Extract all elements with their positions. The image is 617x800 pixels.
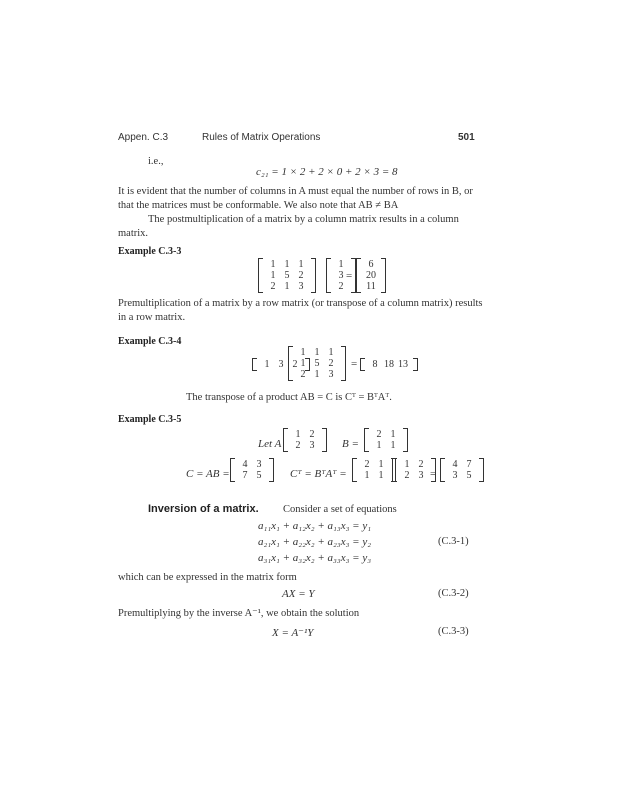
- example-c33-label: Example C.3-3: [118, 246, 182, 257]
- para2-line1: Premultiplication of a matrix by a row matrix (or transpose of a column matrix) results: [118, 298, 483, 309]
- ex5-ct-equals: Cᵀ = BᵀAᵀ =: [290, 468, 347, 480]
- equation-row-3: a₃₁x₁ + a₃₂x₂ + a₃₃x₃ = y₃: [258, 552, 372, 564]
- para1-line4: matrix.: [118, 228, 149, 239]
- ex5-matrix-a: 1 2 2 3: [283, 428, 327, 452]
- example-c34-label: Example C.3-4: [118, 336, 182, 347]
- para1-line1: It is evident that the number of columns in A must equal the number of rows in B, or: [118, 186, 473, 197]
- example-c35-label: Example C.3-5: [118, 414, 182, 425]
- eqno-c31: (C.3-1): [438, 536, 469, 547]
- ex5-b-equals: B =: [342, 438, 359, 450]
- c21-equation: c₂₁ = 1 × 2 + 2 × 0 + 2 × 3 = 8: [256, 166, 398, 178]
- page-number: 501: [458, 132, 475, 143]
- ex5-matrix-ct: 4 7 3 5: [440, 458, 484, 482]
- eqno-c33: (C.3-3): [438, 626, 469, 637]
- equation-x-ainv-y: X = A⁻¹Y: [272, 627, 314, 639]
- ex3-equals: =: [346, 270, 353, 282]
- para1-line3: The postmultiplication of a matrix by a column matrix results in a column: [148, 214, 459, 225]
- ex4-matrix-a: 1 1 1 1 5 2 2 1 3: [288, 346, 346, 381]
- ex3-column-result: 6 20 11: [356, 258, 386, 293]
- running-header-section: Appen. C.3: [118, 132, 169, 143]
- ex5-matrix-b: 2 1 1 1: [364, 428, 408, 452]
- eqno-c32: (C.3-2): [438, 588, 469, 599]
- ex5-c-equals-ab: C = AB =: [186, 468, 230, 480]
- equation-row-2: a₂₁x₁ + a₂₂x₂ + a₂₃x₃ = y₂: [258, 536, 372, 548]
- inversion-lead: Consider a set of equations: [283, 504, 397, 515]
- ex4-row-result: 8 18 13: [360, 358, 418, 371]
- equation-ax-y: AX = Y: [282, 588, 315, 600]
- equation-row-1: a₁₁x₁ + a₁₂x₂ + a₁₃x₃ = y₁: [258, 520, 372, 532]
- premultiply-text: Premultiplying by the inverse A⁻¹, we obtain the solution: [118, 608, 360, 619]
- ex5-matrix-c: 4 3 7 5: [230, 458, 274, 482]
- ex5-matrix-bt: 2 1 1 1: [352, 458, 396, 482]
- transpose-product-note: The transpose of a product AB = C is Cᵀ = BᵀAᵀ.: [186, 392, 392, 403]
- para2-line2: in a row matrix.: [118, 312, 186, 323]
- ex5-matrix-at: 1 2 2 3: [392, 458, 436, 482]
- ex4-equals: =: [351, 358, 358, 370]
- inversion-heading: Inversion of a matrix.: [148, 503, 259, 515]
- ex4-row-matrix: 1 3 2: [252, 358, 310, 371]
- para1-line2: that the matrices must be conformable. We also note that AB ≠ BA: [118, 200, 399, 211]
- ie-text: i.e.,: [148, 156, 164, 167]
- ex5-let-a: Let A: [258, 438, 282, 450]
- running-header-title: Rules of Matrix Operations: [202, 132, 321, 143]
- matrix-form-text: which can be expressed in the matrix form: [118, 572, 297, 583]
- ex3-matrix-a: 1 1 1 1 5 2 2 1 3: [258, 258, 316, 293]
- ex5-equals: =: [430, 468, 437, 480]
- ex3-column-x: 1 3 2: [326, 258, 356, 293]
